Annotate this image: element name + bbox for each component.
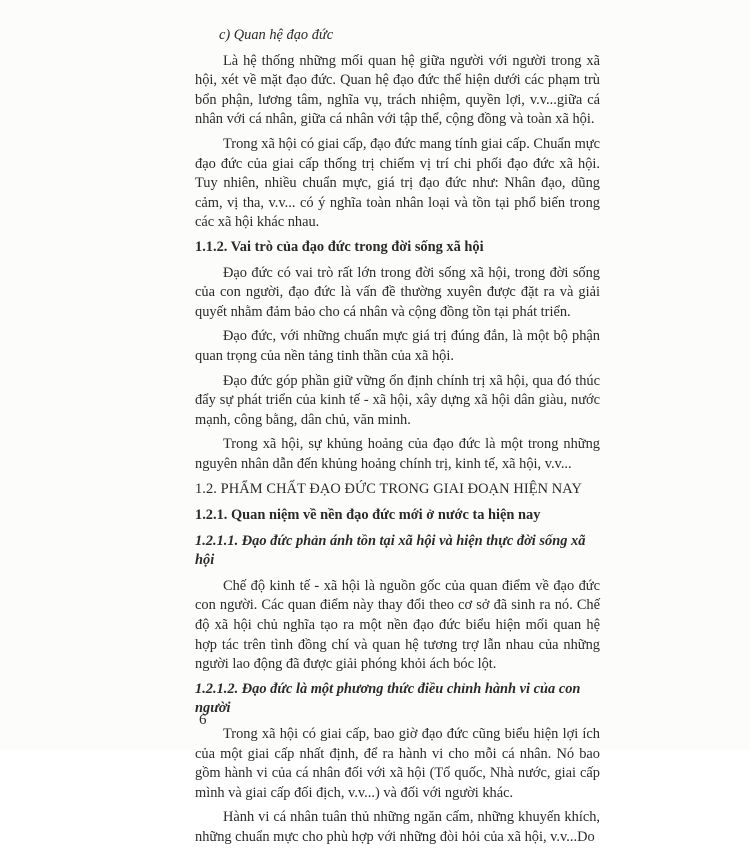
heading-1-2-1-1: 1.2.1.1. Đạo đức phản ánh tồn tại xã hội và hiện thực đời sống xã hội <box>195 532 586 569</box>
heading-1-1-2: 1.1.2. Vai trò của đạo đức trong đời sống xã hội <box>195 238 484 255</box>
paragraph: Trong xã hội có giai cấp, đạo đức mang tính giai cấp. Chuẩn mực đạo đức của giai cấp thống trị chiếm vị trí chi phối đạo đức xã hội. Tuy nhiên, nhiều chuẩn mực, giá trị đạo đức như: Nhân đạo, dũng cảm, vị tha, v.v... có ý nghĩa toàn nhân loại và tồn tại phổ biến trong các xã hội khác nhau. <box>195 135 600 231</box>
heading-1-2: 1.2. PHẨM CHẤT ĐẠO ĐỨC TRONG GIAI ĐOẠN HIỆN NAY <box>195 481 582 498</box>
paragraph: Đạo đức, với những chuẩn mực giá trị đúng đắn, là một bộ phận quan trọng của nền tảng tinh thần của xã hội. <box>195 328 600 364</box>
paragraph: Đạo đức có vai trò rất lớn trong đời sống xã hội, trong đời sống của con người, đạo đức là vấn đề thường xuyên được đặt ra và giải quyết nhằm đảm bảo cho cá nhân và cộng đồng tồn tại phát triển. <box>195 264 600 320</box>
section-c-heading: c) Quan hệ đạo đức <box>219 27 334 43</box>
paragraph: Hành vi cá nhân tuân thủ những ngăn cấm, những khuyến khích, những chuẩn mực cho phù hợp với những đòi hỏi của xã hội, v.v...Do <box>195 809 600 845</box>
text-column <box>195 26 600 853</box>
heading-1-2-1-2: 1.2.1.2. Đạo đức là một phương thức điều chỉnh hành vi của con người <box>195 680 581 717</box>
paragraph: Trong xã hội có giai cấp, bao giờ đạo đức cũng biểu hiện lợi ích của một giai cấp nhất định, để ra hành vi cho mỗi cá nhân. Nó bao gồm hành vi của cá nhân đối với xã hội (Tổ quốc, Nhà nước, giai cấp mình và giai cấp đối địch, v.v...) và đối với người khác. <box>195 726 600 801</box>
paragraph: Trong xã hội, sự khủng hoảng của đạo đức là một trong những nguyên nhân dẫn đến khủng hoảng chính trị, kinh tế, xã hội, v.v... <box>195 436 600 472</box>
paragraph: Là hệ thống những mối quan hệ giữa người với người trong xã hội, xét về mặt đạo đức. Quan hệ đạo đức thể hiện dưới các phạm trù bổn phận, lương tâm, nghĩa vụ, trách nhiệm, quyền lợi, v.v...giữa cá nhân với cá nhân, giữa cá nhân với tập thể, cộng đồng và toàn xã hội. <box>195 52 600 128</box>
heading-1-2-1: 1.2.1. Quan niệm về nền đạo đức mới ở nước ta hiện nay <box>195 507 541 524</box>
paragraph: Đạo đức góp phần giữ vững ổn định chính trị xã hội, qua đó thúc đẩy sự phát triển của kinh tế - xã hội, xây dựng xã hội dân giàu, nước mạnh, công bằng, dân chủ, văn minh. <box>195 372 600 428</box>
page-number: 6 <box>199 712 207 728</box>
paragraph: Chế độ kinh tế - xã hội là nguồn gốc của quan điểm về đạo đức con người. Các quan điểm này thay đổi theo cơ sở đã sinh ra nó. Chế độ xã hội chủ nghĩa tạo ra một nền đạo đức biểu hiện mối quan hệ hợp tác trên tình đồng chí và quan hệ tương trợ lẫn nhau của những người lao động đã được giải phóng khỏi ách bóc lột. <box>195 577 600 673</box>
